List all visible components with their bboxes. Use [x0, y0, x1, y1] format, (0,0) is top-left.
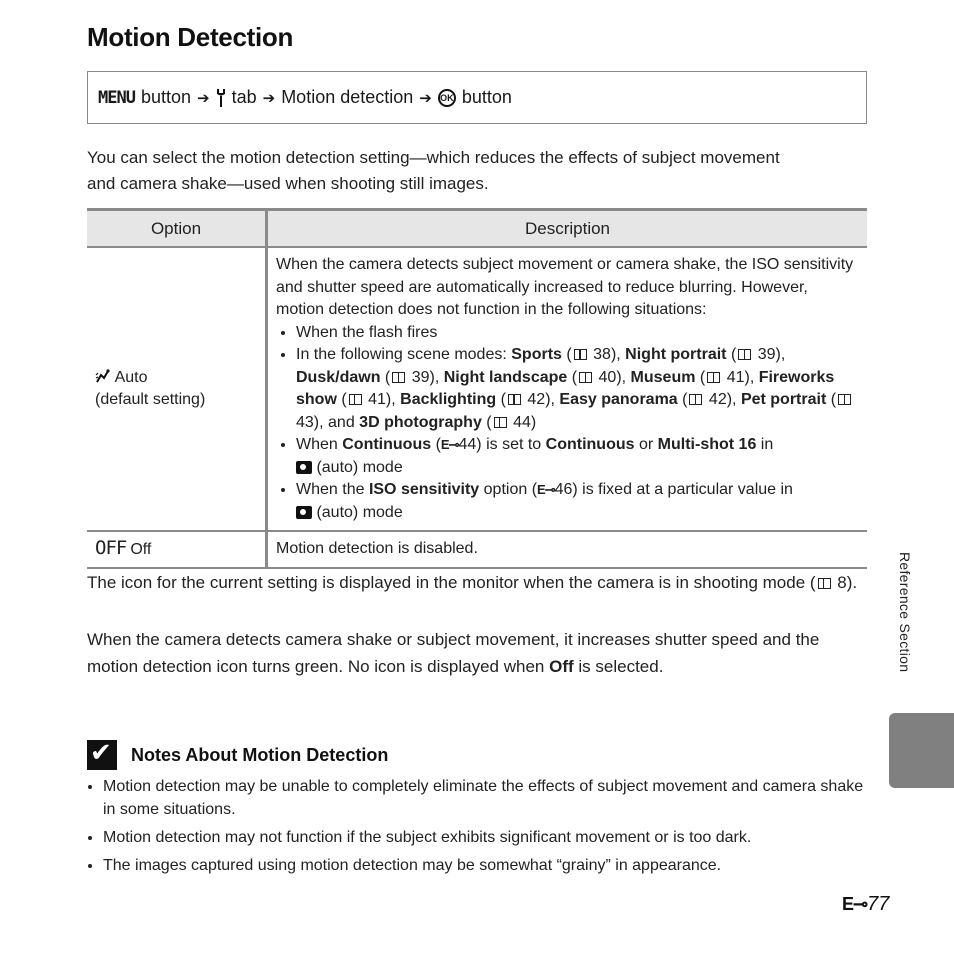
- page-ref: 41: [726, 368, 745, 386]
- bullet-text: (auto) mode: [316, 503, 403, 521]
- option-auto-description: [267, 247, 868, 531]
- reference-section-icon: E⊸: [537, 482, 555, 497]
- setting-name: Continuous: [545, 436, 635, 453]
- book-icon: [574, 349, 587, 360]
- book-icon: [689, 394, 702, 405]
- bullet-text: is set to: [486, 436, 542, 453]
- book-icon: [838, 394, 851, 405]
- arrow-right-icon: ➔: [197, 89, 210, 107]
- options-table: [87, 208, 867, 569]
- arrow-right-icon: ➔: [419, 89, 432, 107]
- wrench-icon: [216, 89, 226, 107]
- setting-name: Continuous: [342, 436, 432, 453]
- scene-name: Night portrait: [625, 346, 727, 363]
- list-item: • When Continuous (E⊸44) is set to Continuous or Multi-shot 16 in (auto) mode: [296, 434, 859, 479]
- page-ref: 44: [458, 436, 477, 453]
- bullet-text: When the: [296, 481, 365, 498]
- menu-path-box: [87, 71, 867, 124]
- list-item: • Motion detection may be unable to completely eliminate the effects of subject movement and camera shake in some situations.: [103, 775, 873, 821]
- notes-list: [87, 775, 873, 882]
- page-ref: 39: [411, 368, 430, 386]
- page-ref: 8: [837, 573, 847, 592]
- page-ref: 44: [513, 413, 531, 431]
- reference-section-icon: E⊸: [440, 437, 459, 452]
- para-text: ).: [846, 573, 858, 592]
- list-item: [296, 322, 859, 345]
- arrow-right-icon: ➔: [262, 89, 276, 107]
- bullet-text: in: [760, 436, 774, 453]
- book-icon: [818, 578, 831, 589]
- scene-name: Easy panorama: [559, 391, 678, 408]
- camera-icon: [296, 506, 312, 519]
- table-row: [87, 531, 867, 568]
- scene-name: Night landscape: [443, 368, 568, 386]
- scene-name: Pet portrait: [740, 391, 827, 408]
- bullet-text: In the following scene modes:: [296, 346, 507, 363]
- bullet-text: When: [296, 436, 338, 453]
- list-item: • Motion detection may not function if the subject exhibits significant movement or is too dark.: [103, 826, 873, 849]
- book-icon: [738, 349, 751, 360]
- page-ref: 46: [554, 481, 573, 498]
- bullet-text: and: [328, 413, 355, 431]
- checkmark-icon: [87, 740, 117, 770]
- desc-intro: When the camera detects subject movement or camera shake, the ISO sensitivity and shutter speed are automatically increased to reduce blurring. However, motion detection does not function in the following situations:: [276, 256, 854, 318]
- intro-paragraph: You can select the motion detection setting—which reduces the effects of subject movement and camera shake—used when shooting still images.: [87, 148, 780, 193]
- setting-name: Off: [549, 656, 574, 676]
- column-header-option: Option: [87, 210, 267, 248]
- option-off-cell: [87, 531, 267, 568]
- book-icon: [349, 394, 362, 405]
- notes-heading-text: Notes About Motion Detection: [131, 744, 389, 765]
- scene-name: Fireworks show: [296, 368, 835, 408]
- bullet-text: ) is fixed at a particular value in: [572, 481, 793, 498]
- page-ref: 38: [593, 346, 611, 363]
- page-ref: 43: [296, 413, 314, 431]
- menu-button-icon: MENU: [98, 87, 135, 108]
- table-row: [87, 247, 867, 531]
- icon-paragraph: [87, 570, 867, 597]
- nav-text-button2: button: [461, 87, 512, 107]
- setting-name: ISO sensitivity: [368, 481, 480, 498]
- page-number: [842, 893, 889, 916]
- scene-name: Museum: [630, 368, 696, 386]
- scene-name: Sports: [511, 346, 562, 363]
- list-item: • In the following scene modes: Sports ( 38), Night portrait ( 39), Dusk/dawn ( 39), Night landscape ( 40), Museum ( 41), Fireworks show ( 41), Backlighting ( 42), Easy panorama ( 42), Pet portrait ( 43), and 3D photography ( 44): [296, 344, 859, 434]
- book-icon: [579, 372, 592, 383]
- nav-text-item: Motion detection: [281, 87, 414, 107]
- option-off-label: Off: [130, 541, 152, 558]
- notes-heading: [87, 740, 388, 770]
- page-number-value: 77: [867, 893, 890, 915]
- nav-text-tab: tab: [231, 87, 257, 107]
- option-auto-cell: [87, 247, 267, 531]
- page-ref: 42: [708, 391, 727, 408]
- column-header-description: Description: [267, 210, 868, 248]
- list-item: [296, 479, 859, 524]
- page-ref: 42: [527, 391, 546, 408]
- setting-name: Multi-shot 16: [657, 436, 757, 453]
- option-auto-sub: (default setting): [95, 391, 206, 408]
- off-icon: OFF: [95, 537, 127, 559]
- page-ref: 39: [757, 346, 776, 363]
- book-icon: [508, 394, 521, 405]
- bullet-text: When the flash fires: [296, 323, 438, 341]
- book-icon: [494, 417, 507, 428]
- detection-paragraph: [87, 627, 867, 680]
- scene-name: Dusk/dawn: [296, 368, 381, 386]
- option-auto-label: Auto: [114, 368, 148, 386]
- para-text: is selected.: [578, 656, 664, 676]
- scene-name: 3D photography: [359, 413, 482, 431]
- page-ref: 40: [598, 368, 617, 386]
- option-off-description: Motion detection is disabled.: [267, 531, 868, 568]
- para-text: The icon for the current setting is displayed in the monitor when the camera is in shooting mode (: [87, 573, 816, 592]
- para-text: When the camera detects camera shake or subject movement, it increases shutter speed and the motion detection icon turns green. No icon is displayed when: [87, 630, 820, 676]
- section-tab: [889, 713, 954, 788]
- motion-detection-auto-icon: [95, 369, 115, 386]
- nav-text-button: button: [140, 87, 191, 107]
- bullet-text: option (: [483, 481, 538, 498]
- scene-name: Backlighting: [400, 391, 497, 408]
- camera-icon: [296, 461, 312, 474]
- bullet-text: or: [638, 436, 654, 453]
- page-title: Motion Detection: [87, 22, 294, 52]
- ok-button-icon: OK: [438, 89, 456, 107]
- book-icon: [392, 372, 405, 383]
- list-item: • The images captured using motion detection may be somewhat “grainy” in appearance.: [103, 854, 873, 877]
- page-ref: 41: [368, 391, 386, 408]
- section-side-label: Reference Section: [897, 552, 913, 673]
- reference-section-icon: E⊸: [842, 894, 868, 914]
- bullet-text: (auto) mode: [316, 458, 403, 476]
- book-icon: [707, 372, 720, 383]
